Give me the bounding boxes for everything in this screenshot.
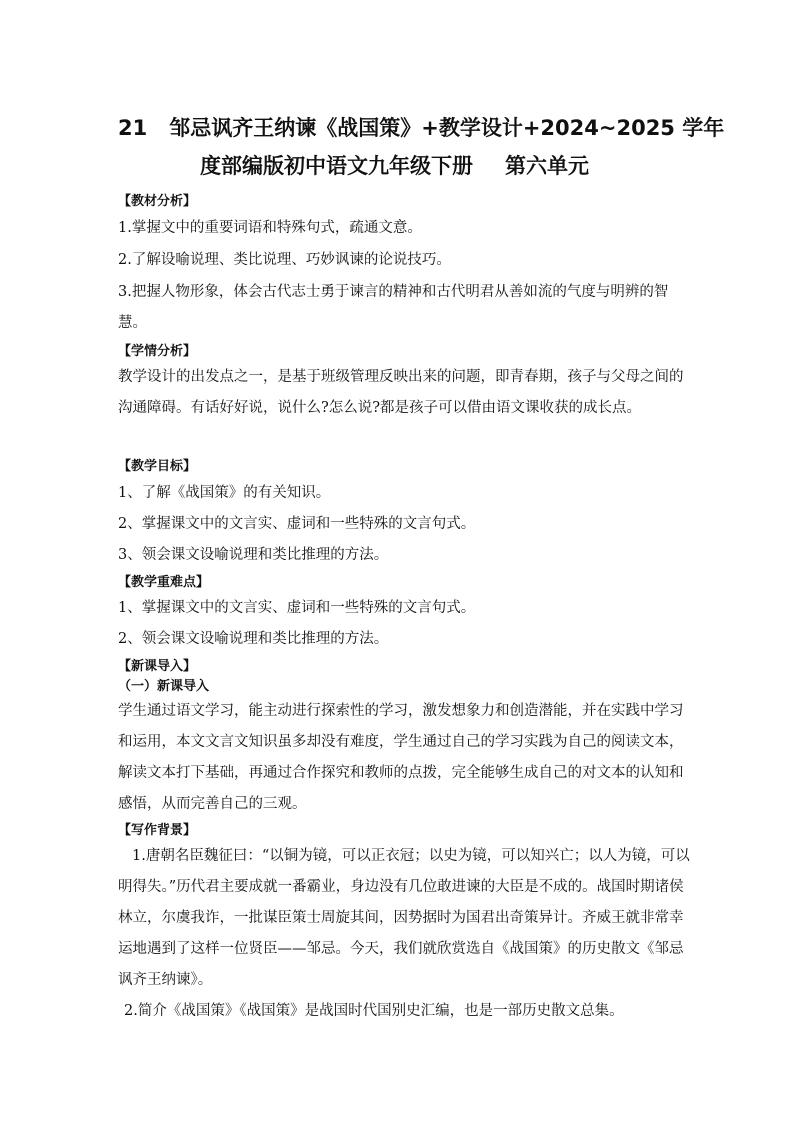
textbook-analysis-item-3: 3.把握人物形象，体会古代志士勇于谏言的精神和古代明君从善如流的气度与明辨的智慧。: [118, 284, 669, 331]
section-heading-teaching-goals: 【教学目标】: [118, 459, 197, 474]
title-text-2: 度部编版初中语文九年级下册: [200, 154, 473, 178]
section-heading-textbook-analysis: 【教材分析】: [118, 194, 197, 209]
teaching-goal-1: 1、了解《战国策》的有关知识。: [118, 485, 331, 501]
section-heading-new-lesson: 【新课导入】: [118, 659, 197, 674]
subheading-new-lesson: （一）新课导入: [118, 679, 210, 694]
writing-background-paragraph-1: 1.唐朝名臣魏征曰：“以铜为镜，可以正衣冠；以史为镜，可以知兴亡；以人为镜，可以明得失。”历代君主要成就一番霸业，身边没有几位敢进谏的大臣是不成的。战国时期诸侯林立，尔虞我诈，一批谋臣策士周旋其间，因势据时为国君出奇策异计。齐威王就非常幸运地遇到了这样一位贤臣——邹忌。今天，我们就欣赏选自《战国策》的历史散文《邹忌讽齐王纳谏》。: [118, 848, 690, 988]
key-point-2: 2、领会课文设喻说理和类比推理的方法。: [118, 631, 389, 647]
unit-label: 第六单元: [505, 154, 589, 178]
teaching-goal-3: 3、领会课文设喻说理和类比推理的方法。: [118, 547, 389, 563]
student-analysis-text: 教学设计的出发点之一，是基于班级管理反映出来的问题，即青春期，孩子与父母之间的沟通障碍。有话好好说，说什么?怎么说?都是孩子可以借由语文课收获的成长点。: [118, 369, 684, 416]
section-heading-student-analysis: 【学情分析】: [118, 344, 197, 359]
key-point-1: 1、掌握课文中的文言实、虚词和一些特殊的文言句式。: [118, 600, 476, 616]
section-heading-writing-background: 【写作背景】: [118, 823, 197, 838]
textbook-analysis-item-1: 1.掌握文中的重要词语和特殊句式，疏通文意。: [118, 220, 422, 236]
section-heading-key-points: 【教学重难点】: [118, 575, 210, 590]
teaching-goal-2: 2、掌握课文中的文言实、虚词和一些特殊的文言句式。: [118, 516, 476, 532]
lesson-number: 21: [118, 116, 148, 140]
writing-background-paragraph-2: 2.简介《战国策》《战国策》是战国时代国别史汇编，也是一部历史散文总集。: [124, 1003, 624, 1019]
title-text-1: 邹忌讽齐王纳谏《战国策》+教学设计+2024~2025 学年: [169, 116, 725, 140]
title-line-1: [118, 110, 724, 146]
title-line-2: [200, 148, 589, 184]
textbook-analysis-item-2: 2.了解设喻说理、类比说理、巧妙讽谏的论说技巧。: [118, 252, 451, 268]
new-lesson-text: 学生通过语文学习，能主动进行探索性的学习，激发想象力和创造潜能，并在实践中学习和运用，本文文言文知识虽多却没有难度，学生通过自己的学习实践为自己的阅读文本，解读文本打下基础，再通过合作探究和教师的点拨，完全能够生成自己的对文本的认知和感悟，从而完善自己的三观。: [118, 703, 684, 812]
